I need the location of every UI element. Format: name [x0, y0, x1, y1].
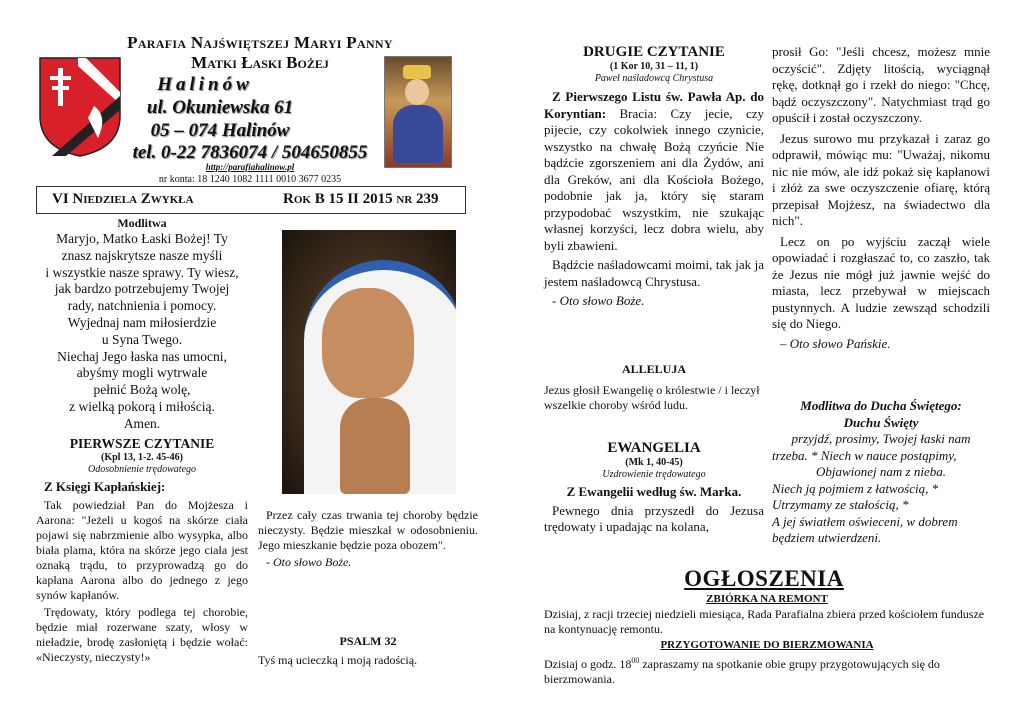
- second-reading: [544, 44, 764, 310]
- psalm-block: [258, 634, 478, 668]
- prayer-line: Amen.: [123, 415, 161, 431]
- gospel-p3: Jezus surowo mu przykazał i zaraz go odprawił, mówiąc mu: "Uważaj, nikomu nic nie mów, ale idź pokaż się kapłanowi i złóż za swe oczyszczenie ofiarę, którą przepisał Mojżesz, na świadectwo dla nich".: [772, 130, 990, 228]
- second-reading-p1: Bracia: Czy jecie, czy pijecie, czy cokolwiek innego czynicie, wszystko na chwałę Bożą czyńcie Nie bądźcie zgorszeniem ani dla Żydów, ani dla Greków, ani dla Kościoła Bożego, podobnie jak ja, który się staram przypodobać wszystkim, nie szukając własnej korzyści, lecz dobra wielu, aby byli zbawieni.: [544, 105, 764, 253]
- psalm-refrain: Tyś mą ucieczką i moją radością.: [258, 653, 418, 667]
- first-reading-p1: Tak powiedział Pan do Mojżesza i Aarona: "Jeżeli u kogoś na skórze ciała pojawi się nabrzmienie albo wysypka, albo biała plama, która na skórze jego ciała jest oznaką trądu, to przyprowadzą go do kapłana Aarona albo do jednego z jego synów kapłanów.: [36, 497, 248, 602]
- spirit-prayer-line: Niech ją pojmiem z łatwością, *: [772, 480, 939, 496]
- first-reading-end: - Oto słowo Boże.: [266, 555, 352, 569]
- spirit-prayer-line: Utrzymamy ze stałością, *: [772, 497, 909, 512]
- website-link[interactable]: http://parafiahalinow.pl: [205, 162, 295, 172]
- phone-numbers: tel. 0-22 7836074 / 504650855: [132, 142, 368, 163]
- mother-teresa-photo: [282, 230, 456, 494]
- spirit-prayer-line: Objawionej nam z nieba.: [816, 464, 946, 479]
- madonna-icon: [384, 56, 452, 168]
- street-address: ul. Okuniewska 61: [146, 97, 294, 118]
- prayer-line: z wielką pokorą i miłością.: [69, 398, 215, 414]
- first-reading-p2: Trędowaty, który podlega tej chorobie, będzie miał rozerwane szaty, włosy w nieładzie, brodę zasłoniętą i będzie wołać: «Nieczysty, nieczysty!»: [36, 604, 248, 664]
- second-reading-ref: (1 Kor 10, 31 – 11, 1): [609, 61, 699, 72]
- announcements-block: [544, 593, 990, 687]
- postal-code: 05 – 074 Halinów: [150, 120, 290, 141]
- spirit-prayer-heading2: Duchu Święty: [843, 414, 919, 430]
- announcement-1-text: Dzisiaj, z racji trzeciej niedzieli miesiąca, Rada Parafialna zbiera przed kościołem fundusze na kontynuację remontu.: [544, 607, 985, 636]
- prayer-line: Wyjednaj nam miłosierdzie: [67, 314, 217, 330]
- prayer-block: [36, 216, 248, 433]
- announcement-2-title: PRZYGOTOWANIE DO BIERZMOWANIA: [660, 639, 874, 651]
- gospel-p2: prosił Go: "Jeśli chcesz, możesz mnie oczyścić". Zdjęty litością, wyciągnął rękę, dotknął go i rzekł do niego: "Chcę, bądź oczyszczony". Natychmiast trąd go opuścił i został oczyszczony.: [772, 44, 990, 125]
- prayer-line: pełnić Bożą wolę,: [93, 382, 191, 398]
- prayer-line: abyśmy mogli wytrwale: [76, 365, 208, 381]
- spirit-prayer-line: przyjdź, prosimy, Twojej łaski nam: [791, 431, 971, 446]
- gospel-lead: Z Ewangelii według św. Marka.: [566, 484, 742, 499]
- gospel-ref: (Mk 1, 40-45): [625, 457, 683, 468]
- announcement-2-text: Dzisiaj o godz. $18^{00}$ zapraszamy na spotkanie obie grupy przygotowujących się do bierzmowania.: [544, 656, 940, 686]
- announcement-1-title: ZBIÓRKA NA REMONT: [706, 593, 828, 605]
- gospel-p1: Pewnego dnia przyszedł do Jezusa trędowaty i upadając na kolana,: [544, 502, 764, 534]
- coat-of-arms-icon: [38, 56, 122, 158]
- prayer-line: u Syna Twego.: [101, 331, 183, 347]
- gospel-continued: [772, 44, 990, 352]
- psalm-heading: PSALM 32: [339, 634, 397, 648]
- first-reading-p3: Przez cały czas trwania tej choroby będzie nieczysty. Będzie mieszkał w odosobnieniu. Jego mieszkanie będzie poza obozem".: [258, 508, 478, 552]
- alleluia-text: Jezus głosił Ewangelię o królestwie / i leczył wszelkie choroby wśród ludu.: [544, 383, 760, 412]
- prayer-line: znasz najskrytsze nasze myśli: [61, 247, 223, 263]
- alleluia-block: [544, 362, 764, 413]
- gospel-p4: Lecz on po wyjściu zaczął wiele opowiadać i rozgłaszać to, co zaszło, tak że Jezus nie mógł już jawnie wejść do miasta, lecz przebywał w miejscach pustynnych. A ludzie zewsząd schodzili się do Niego.: [772, 233, 990, 331]
- first-reading-book: Z Księgi Kapłańskiej:: [44, 479, 166, 494]
- spirit-prayer: [772, 398, 990, 547]
- first-reading: [36, 436, 248, 665]
- spirit-prayer-heading: Modlitwa do Ducha Świętego:: [800, 398, 962, 413]
- spirit-prayer-line: będziem utwierdzeni.: [772, 530, 882, 545]
- prayer-line: Maryjo, Matko Łaski Bożej! Ty: [56, 231, 228, 246]
- first-reading-subtitle: Odosobnienie trędowatego: [87, 464, 197, 475]
- second-reading-heading: DRUGIE CZYTANIE: [583, 44, 725, 60]
- gospel-heading: EWANGELIA: [607, 440, 701, 456]
- prayer-line: rady, natchnienia i pomocy.: [67, 298, 217, 314]
- second-reading-end: - Oto słowo Boże.: [552, 293, 645, 308]
- alleluia-heading: ALLELUJA: [621, 362, 686, 376]
- first-reading-continued: [258, 508, 478, 570]
- prayer-line: Niechaj Jego łaska nas umocni,: [57, 348, 227, 364]
- town-name: Halinów: [157, 74, 253, 95]
- spirit-prayer-line: trzeba. * Niech w nauce postąpimy,: [772, 447, 957, 463]
- first-reading-ref: (Kpl 13, 1-2. 45-46): [101, 452, 183, 463]
- church-name: Matki Łaski Bożej: [191, 53, 329, 72]
- sunday-title: VI Niedziela Zwykła: [52, 191, 194, 207]
- bank-account: nr konta: 18 1240 1082 1111 0010 3677 0235: [158, 174, 342, 185]
- parish-name: Parafia Najświętszej Maryi Panny: [127, 33, 393, 52]
- prayer-line: i wszystkie nasze sprawy. Ty wiesz,: [45, 264, 239, 280]
- second-reading-lead: Z Pierwszego Listu św. Pawła Ap. do Koryntian:: [544, 89, 764, 121]
- second-reading-p2: Bądźcie naśladowcami moimi, tak jak ja jestem naśladowcą Chrystusa.: [544, 257, 764, 289]
- second-reading-subtitle: Paweł naśladowcą Chrystusa: [594, 73, 714, 84]
- liturgical-year: Rok B 15 II 2015 nr 239: [283, 191, 439, 207]
- spirit-prayer-line: A jej światłem oświeceni, w dobrem: [772, 513, 958, 529]
- gospel-subtitle: Uzdrowienie trędowatego: [602, 469, 706, 480]
- gospel-block: [544, 440, 764, 536]
- announcements-heading: OGŁOSZENIA: [684, 566, 844, 591]
- gospel-end: – Oto słowo Pańskie.: [780, 335, 891, 351]
- prayer-line: jak bardzo potrzebujemy Twojej: [54, 281, 230, 297]
- first-reading-heading: PIERWSZE CZYTANIE: [69, 436, 215, 451]
- prayer-heading: Modlitwa: [117, 216, 167, 230]
